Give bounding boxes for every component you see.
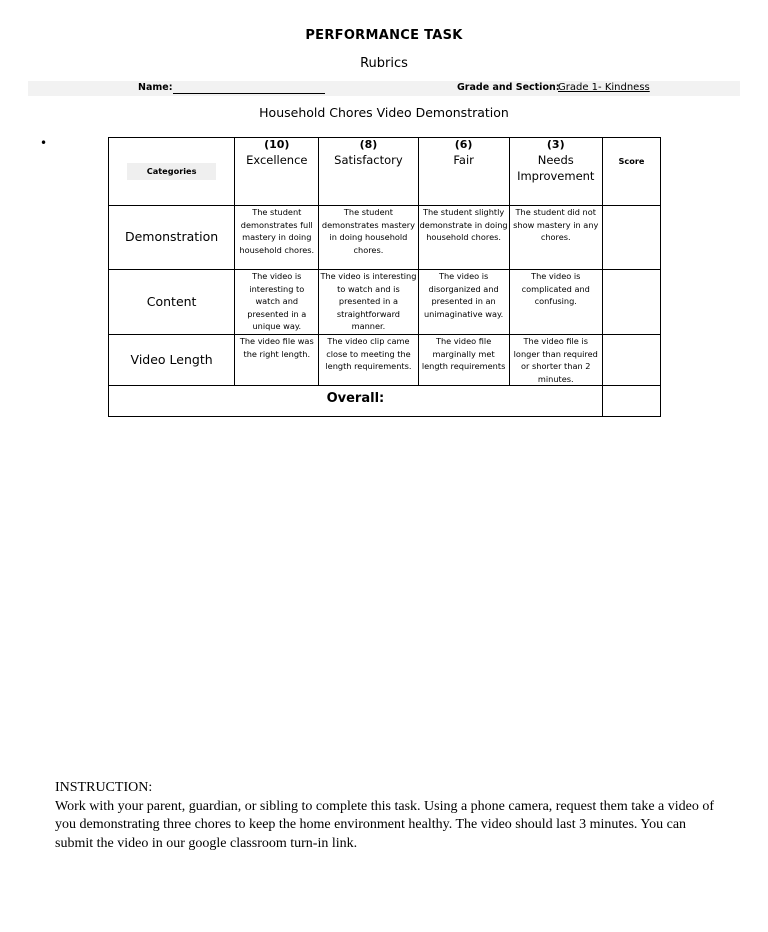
criteria-cell: The video file was the right length. bbox=[235, 335, 319, 386]
level-label: Fair bbox=[453, 153, 474, 167]
criteria-cell: The video clip came close to meeting the length requirements. bbox=[319, 335, 418, 386]
level-label: Needs Improvement bbox=[517, 153, 595, 183]
instruction-body: Work with your parent, guardian, or sibling to complete this task. Using a phone camera, request them take a video of you demonstrating three chores to keep the home environment healthy. The video should last 3 minutes. You can submit the video in our google classroom turn-in link. bbox=[55, 798, 715, 851]
criteria-cell: The student demonstrates mastery in doing household chores. bbox=[319, 206, 418, 270]
criteria-cell: The video is interesting to watch and is presented in a straightforward manner. bbox=[319, 270, 418, 335]
level-points: (8) bbox=[359, 138, 378, 151]
criteria-cell: The video is interesting to watch and presented in a unique way. bbox=[235, 270, 319, 335]
name-blank-line bbox=[173, 93, 325, 94]
table-row-video-length bbox=[109, 335, 661, 386]
level-points: (10) bbox=[264, 138, 290, 151]
criteria-cell: The video file is longer than required or shorter than 2 minutes. bbox=[509, 335, 602, 386]
level-label: Satisfactory bbox=[334, 153, 403, 167]
page-title: PERFORMANCE TASK bbox=[305, 28, 463, 43]
criteria-cell: The student did not show mastery in any chores. bbox=[509, 206, 602, 270]
category-cell: Content bbox=[109, 270, 235, 335]
category-cell: Video Length bbox=[109, 335, 235, 386]
criteria-cell: The video is complicated and confusing. bbox=[509, 270, 602, 335]
name-label: Name: bbox=[138, 82, 173, 93]
level-points: (6) bbox=[454, 138, 473, 151]
page-subtitle: Rubrics bbox=[360, 56, 408, 71]
level-header-satisfactory bbox=[319, 138, 418, 206]
categories-header: Categories bbox=[109, 138, 235, 206]
level-points: (3) bbox=[546, 138, 565, 151]
criteria-cell: The student slightly demonstrate in doing household chores. bbox=[418, 206, 509, 270]
rubric-table bbox=[108, 137, 661, 417]
score-cell bbox=[602, 270, 660, 335]
category-cell: Demonstration bbox=[109, 206, 235, 270]
grade-section-value: Grade 1- Kindness bbox=[558, 82, 650, 93]
rubric-header-row bbox=[109, 138, 661, 206]
criteria-cell: The video file marginally met length requirements bbox=[418, 335, 509, 386]
overall-score-cell bbox=[602, 386, 660, 417]
instruction-heading: INSTRUCTION: bbox=[55, 780, 153, 795]
level-header-fair bbox=[418, 138, 509, 206]
table-row-content bbox=[109, 270, 661, 335]
bullet-mark: • bbox=[40, 136, 48, 150]
table-row-demonstration bbox=[109, 206, 661, 270]
rubric-heading: Household Chores Video Demonstration bbox=[259, 105, 509, 120]
grade-section-label: Grade and Section: bbox=[457, 82, 560, 93]
level-header-needs-improvement bbox=[509, 138, 602, 206]
level-header-excellence bbox=[235, 138, 319, 206]
score-cell bbox=[602, 206, 660, 270]
level-label: Excellence bbox=[246, 153, 308, 167]
criteria-cell: The student demonstrates full mastery in doing household chores. bbox=[235, 206, 319, 270]
score-cell bbox=[602, 335, 660, 386]
overall-label: Overall: bbox=[109, 386, 603, 417]
table-row-overall bbox=[109, 386, 661, 417]
instruction-block bbox=[55, 779, 723, 853]
criteria-cell: The video is disorganized and presented in an unimaginative way. bbox=[418, 270, 509, 335]
score-header: Score bbox=[602, 138, 660, 206]
